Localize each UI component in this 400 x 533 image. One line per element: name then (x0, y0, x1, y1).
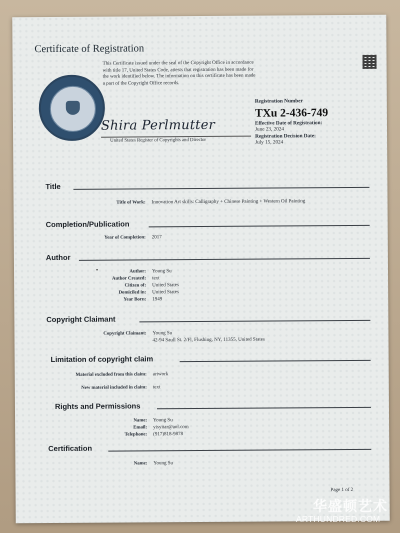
section-heading-completion: Completion/Publication (45, 219, 130, 230)
author-bullet: • (95, 267, 99, 274)
section-rule (157, 407, 371, 409)
section-heading-author: Author (45, 252, 71, 263)
year-born-value: 1949 (152, 297, 163, 303)
citizen-of-label: Citizen of: (124, 283, 147, 289)
rights-email-value: yisyitar@aol.com (153, 425, 189, 431)
signature-caption: United States Register of Copyrights and Director (110, 137, 207, 144)
section-rule (73, 187, 369, 190)
section-rule (139, 320, 370, 323)
title-of-work-value: Innovation Art skills: Calligraphy + Chinese Painting + Western Oil Painting (151, 199, 306, 206)
section-heading-title: Title (45, 181, 61, 192)
citizen-of-value: United States (152, 283, 179, 289)
decision-date: July 15, 2024 (255, 139, 284, 146)
certificate-intro-text: This Certificate issued under the seal of the Copyright Office in accordance with title 17, United States Code, attests that registration has been made for the work identified below. The information on this certificate has been made a part of the Copyright Office records. (102, 60, 256, 87)
section-rule (108, 449, 371, 452)
certificate-page (12, 15, 390, 524)
year-of-completion-value: 2017 (151, 235, 162, 241)
page-number: Page 1 of 2 (330, 487, 354, 494)
certification-name-value: Young Su (153, 461, 174, 467)
certificate-title: Certificate of Registration (34, 43, 145, 56)
rights-telephone-label: Telephone: (124, 432, 148, 438)
section-heading-certification: Certification (48, 443, 93, 454)
year-born-label: Year Born: (123, 297, 147, 303)
register-signature: Shira Perlmutter (100, 117, 216, 134)
section-heading-claimant: Copyright Claimant (46, 314, 116, 325)
rights-name-value: Young Su (153, 418, 173, 424)
copyright-claimant-label: Copyright Claimant: (103, 331, 147, 337)
copyright-office-seal-icon (39, 75, 105, 141)
section-heading-rights: Rights and Permissions (54, 401, 141, 412)
copyright-claimant-name: Young Su (152, 331, 173, 337)
author-created-label: Author Created: (111, 276, 147, 282)
watermark-en: ARTHUNDRED.COM (296, 514, 381, 524)
title-of-work-label: Title of Work: (116, 200, 146, 206)
decision-date-label: Registration Decision Date: (255, 133, 316, 140)
section-rule (79, 258, 370, 261)
section-heading-limitation: Limitation of copyright claim (50, 354, 154, 365)
new-material-value: text (152, 385, 161, 391)
watermark-cn: 华盛顿艺术 (313, 499, 388, 515)
certification-name-label: Name: (133, 461, 148, 467)
section-rule (149, 225, 370, 228)
author-label: Author: (129, 269, 147, 275)
rights-telephone-value: (917)818-9878 (153, 432, 184, 438)
qr-code-icon (363, 55, 377, 69)
copyright-claimant-address: 42-94 Saull St. 2/Fl, Flushing, NY, 11355, United States (152, 337, 265, 344)
registration-number-label: Registration Number (254, 98, 303, 105)
effective-date-label: Effective Date of Registration: (254, 120, 323, 127)
author-value: Young Su (152, 269, 172, 275)
rights-name-label: Name: (133, 418, 148, 424)
effective-date: June 23, 2024 (255, 126, 285, 133)
author-created-value: text (152, 276, 160, 282)
section-rule (180, 360, 371, 362)
domiciled-in-label: Domiciled in: (118, 290, 147, 296)
registration-number: TXu 2-436-749 (254, 107, 329, 120)
new-material-label: New material included in claim: (81, 385, 147, 391)
year-of-completion-label: Year of Completion: (104, 235, 146, 241)
material-excluded-value: artwork (152, 372, 169, 378)
rights-email-label: Email: (133, 425, 148, 431)
domiciled-in-value: United States (152, 290, 179, 296)
material-excluded-label: Material excluded from this claim: (75, 372, 147, 378)
